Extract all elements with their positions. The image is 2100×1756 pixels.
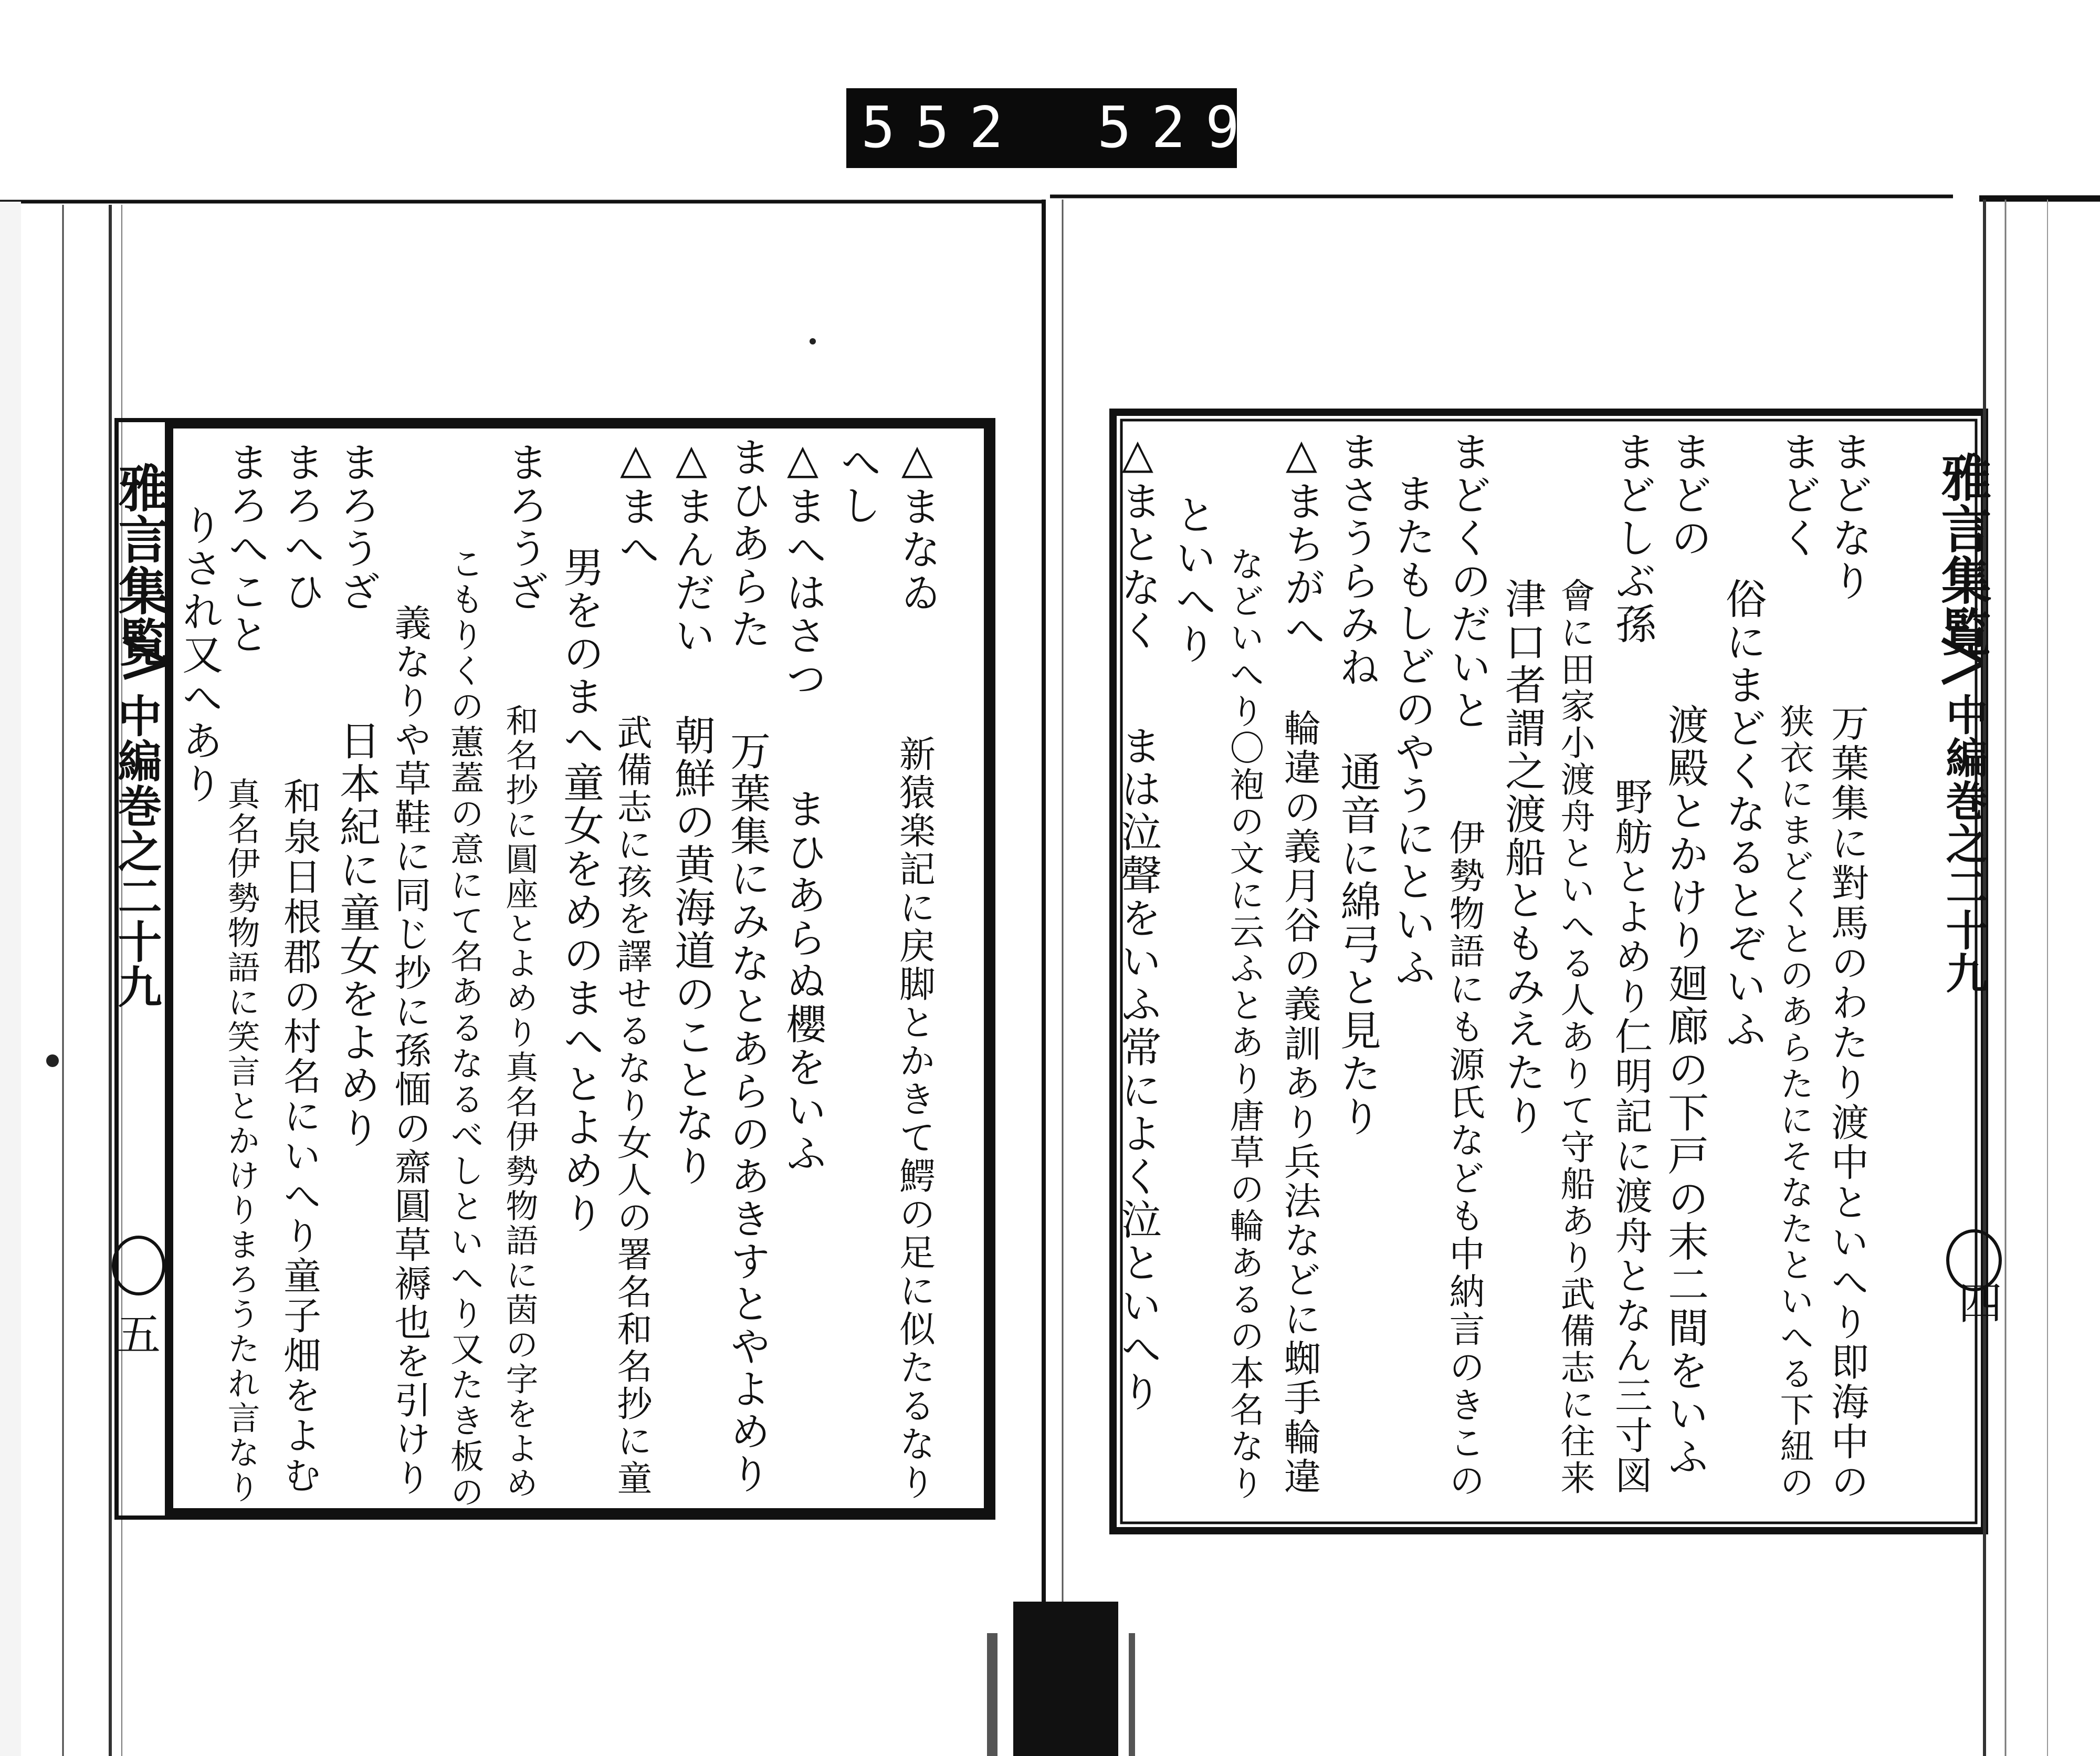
left-column: △まなゐ: [894, 436, 941, 614]
right-column: 狭衣にまどくとのあらたにそなたといへる下紐の: [1774, 704, 1813, 1501]
right-column: 輪違の義月谷の義訓あり兵法などに蜘手輪違: [1278, 709, 1321, 1497]
right-column: △まちがへ: [1278, 431, 1325, 652]
right-spine-title: 雅言集覧: [1933, 452, 1992, 657]
right-column: 万葉集に對馬のわたり渡中といへり即海中の: [1825, 704, 1869, 1502]
right-column: まどしぶ孫: [1609, 431, 1656, 646]
left-column: まろへこと: [222, 441, 269, 656]
right-column: まどくのだいと: [1444, 431, 1491, 732]
right-spine-volume: 中編巻之二十九: [1939, 693, 1988, 995]
right-column: 伊勢物語にも源氏なども中納言のきこの: [1443, 819, 1485, 1500]
right-column: 津口者謂之渡船ともみえたり: [1498, 578, 1546, 1137]
right-column: またもしどのやうにといふ: [1388, 473, 1435, 989]
left-column: まひあらた: [723, 436, 771, 651]
left-page-number: 五: [117, 1309, 161, 1361]
right-column: まどなり: [1825, 431, 1872, 603]
left-column: △まんだい: [668, 436, 715, 657]
right-column: まどく: [1773, 431, 1821, 560]
catalog-number-left: 552: [861, 95, 1024, 161]
left-column: まろうざ: [333, 441, 380, 613]
left-spine-title: 雅言集覧: [110, 462, 170, 668]
right-column: 渡殿とかけり廻廊の下戸の末二間をいふ: [1661, 704, 1708, 1479]
left-column: △まへ: [612, 436, 659, 571]
left-column: 日本紀に童女をよめり: [333, 719, 380, 1150]
left-column: 和泉日根郡の村名にいへり童子畑をよむ: [277, 777, 321, 1496]
left-column: 和名抄に圓座とよめり真名伊勢物語に茵の字をよめ: [500, 704, 539, 1501]
catalog-number-right: 529.: [1097, 95, 1314, 161]
right-column: まさうらみね: [1332, 431, 1380, 689]
left-spine-volume: 中編巻之二十九: [111, 693, 163, 1009]
left-column: △まへはさつ: [779, 436, 826, 701]
right-column: などいへり〇袍の文に云ふとあり唐草の輪あるの本名なり: [1224, 546, 1264, 1502]
right-column: 俗にまどくなるとぞいふ: [1719, 578, 1766, 1051]
right-column: まどの: [1664, 431, 1712, 560]
right-column: まは泣聲をいふ常によく泣といへり: [1114, 725, 1161, 1414]
left-column: 武備志に孩を譯せるなり女人の署名和名抄に童: [612, 714, 653, 1497]
right-column: △まとなく: [1114, 431, 1161, 652]
left-column: まろうざ: [501, 441, 548, 613]
left-column: 朝鮮の黄海道のことなり: [668, 714, 715, 1188]
left-column: 万葉集にみなとあらのあきすとやよめり: [723, 730, 770, 1496]
left-column: 真名伊勢物語に笑言とかけりまろうたれ言なり: [222, 777, 260, 1505]
left-column: 男をのまへ童女をめのまへとよめり: [556, 546, 604, 1235]
right-column: 野舫とよめり仁明記に渡舟となん三寸図: [1609, 777, 1653, 1496]
left-column: へし: [834, 441, 881, 527]
left-column: こもりくの蕙蓋の意にて名あるなるべしといへり又たき板の: [445, 546, 484, 1510]
left-column: 義なりや草鞋に同じ抄に孫愐の齋圓草褥也を引けり: [388, 604, 432, 1498]
right-page-number: 四: [1958, 1278, 2003, 1329]
left-column: りされ又へあり: [175, 504, 223, 806]
right-column: といへり: [1169, 494, 1216, 666]
left-column: まひあらぬ櫻をいふ: [779, 788, 826, 1175]
right-column: 會に田家小渡舟といへる人ありて守船あり武備志に往来: [1555, 578, 1595, 1497]
left-column: 新猿楽記に戻脚とかきて鰐の足に似たるなり: [893, 735, 935, 1502]
left-column: まろへひ: [277, 441, 324, 613]
right-column: 通音に綿弓と見たり: [1334, 751, 1381, 1138]
